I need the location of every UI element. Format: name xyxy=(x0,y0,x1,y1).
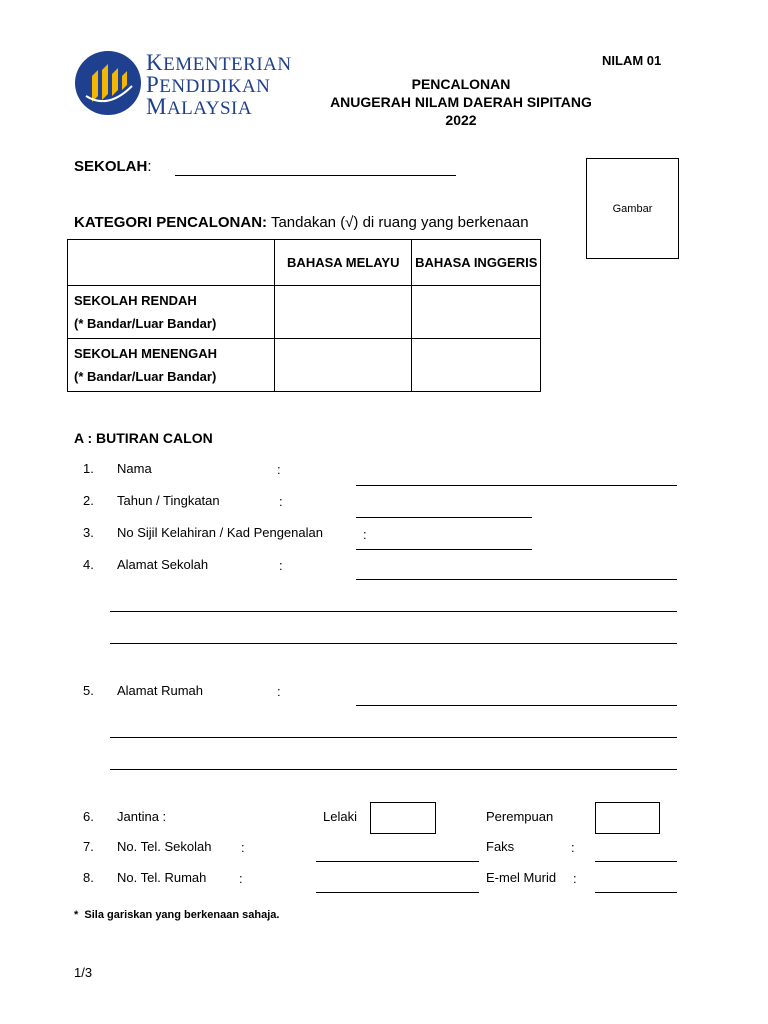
field-label-tel-sekolah: No. Tel. Sekolah xyxy=(117,839,212,854)
field-colon: : xyxy=(279,494,283,509)
form-title xyxy=(300,75,622,129)
checkbox-menengah-melayu[interactable] xyxy=(275,339,412,392)
school-field[interactable] xyxy=(175,175,456,176)
email-input-line[interactable] xyxy=(595,892,677,893)
field-label-alamat-rumah: Alamat Rumah xyxy=(117,683,203,698)
field-num-7: 7. xyxy=(83,839,94,854)
checkbox-menengah-inggeris[interactable] xyxy=(412,339,541,392)
column-bahasa-melayu: BAHASA MELAYU xyxy=(275,240,412,286)
column-bahasa-inggeris: BAHASA INGGERIS xyxy=(412,240,541,286)
lelaki-checkbox[interactable] xyxy=(370,802,436,834)
field-label-no-sijil: No Sijil Kelahiran / Kad Pengenalan xyxy=(117,525,323,540)
gender-option-perempuan: Perempuan xyxy=(486,809,554,824)
field-colon: : xyxy=(239,871,243,886)
tahun-input-line[interactable] xyxy=(356,517,532,518)
field-num-4: 4. xyxy=(83,557,94,572)
category-table-header xyxy=(68,240,541,286)
section-a-heading: A : BUTIRAN CALON xyxy=(74,430,213,446)
alamat-sekolah-line-2[interactable] xyxy=(110,611,677,612)
photo-box[interactable] xyxy=(586,158,679,259)
field-label-alamat-sekolah: Alamat Sekolah xyxy=(117,557,209,572)
field-label-tahun-tingkatan: Tahun / Tingkatan xyxy=(117,493,220,508)
tel-sekolah-input-line[interactable] xyxy=(316,861,479,862)
title-line-3: 2022 xyxy=(445,112,477,128)
field-colon: : xyxy=(277,462,281,477)
field-colon: : xyxy=(279,558,283,573)
field-num-3: 3. xyxy=(83,525,94,540)
field-colon: : xyxy=(241,840,245,855)
email-label: E-mel Murid xyxy=(486,870,557,885)
photo-box-label: Gambar xyxy=(612,203,653,215)
field-colon: : xyxy=(277,684,281,699)
ministry-emblem-icon xyxy=(74,50,142,116)
checkbox-rendah-inggeris[interactable] xyxy=(412,286,541,339)
footnote: * Sila gariskan yang berkenaan sahaja. xyxy=(74,909,280,921)
ministry-name: KEMENTERIAN PENDIDIKAN MALAYSIA xyxy=(146,50,292,119)
category-table xyxy=(67,239,541,392)
form-code: NILAM 01 xyxy=(602,53,662,68)
category-heading xyxy=(74,214,529,231)
field-colon: : xyxy=(363,527,367,542)
category-label: KATEGORI PENCALONAN: xyxy=(74,214,268,231)
table-row xyxy=(68,286,541,339)
ministry-logo xyxy=(74,50,292,119)
no-sijil-input-line[interactable] xyxy=(356,549,532,550)
alamat-rumah-line-3[interactable] xyxy=(110,769,677,770)
title-line-1: PENCALONAN xyxy=(411,76,511,92)
email-colon: : xyxy=(573,871,577,886)
faks-input-line[interactable] xyxy=(595,861,677,862)
checkbox-rendah-melayu[interactable] xyxy=(275,286,412,339)
title-line-2: ANUGERAH NILAM DAERAH SIPITANG xyxy=(330,94,592,110)
faks-colon: : xyxy=(571,840,575,855)
field-label-nama: Nama xyxy=(117,461,152,476)
field-num-8: 8. xyxy=(83,870,94,885)
field-num-6: 6. xyxy=(83,809,94,824)
alamat-sekolah-line-1[interactable] xyxy=(356,579,677,580)
nama-input-line[interactable] xyxy=(356,485,677,486)
row-label-sekolah-rendah: SEKOLAH RENDAH (* Bandar/Luar Bandar) xyxy=(68,286,275,339)
field-label-tel-rumah: No. Tel. Rumah xyxy=(117,870,207,885)
field-num-2: 2. xyxy=(83,493,94,508)
category-instruction: Tandakan (√) di ruang yang berkenaan xyxy=(270,214,529,231)
alamat-rumah-line-2[interactable] xyxy=(110,737,677,738)
alamat-rumah-line-1[interactable] xyxy=(356,705,677,706)
field-num-5: 5. xyxy=(83,683,94,698)
row-label-sekolah-menengah: SEKOLAH MENENGAH (* Bandar/Luar Bandar) xyxy=(68,339,275,392)
gender-option-lelaki: Lelaki xyxy=(323,809,357,824)
faks-label: Faks xyxy=(486,839,515,854)
school-label: SEKOLAH: xyxy=(74,158,152,175)
page-number: 1/3 xyxy=(74,965,93,980)
field-label-jantina: Jantina : xyxy=(117,809,167,824)
perempuan-checkbox[interactable] xyxy=(595,802,660,834)
tel-rumah-input-line[interactable] xyxy=(316,892,479,893)
field-num-1: 1. xyxy=(83,461,94,476)
alamat-sekolah-line-3[interactable] xyxy=(110,643,677,644)
table-row xyxy=(68,339,541,392)
